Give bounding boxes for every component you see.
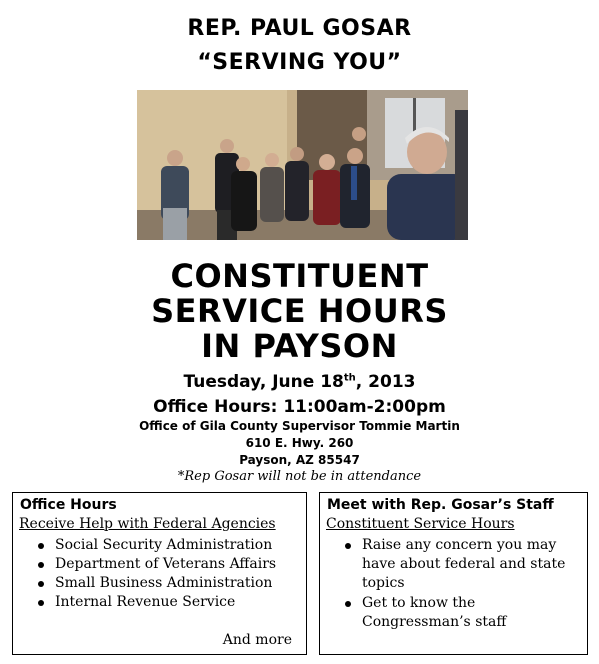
list-item: [35, 555, 276, 574]
event-date-ordinal: th: [343, 372, 356, 384]
agency-label: Department of Veterans Affairs: [55, 556, 277, 572]
bullet-icon: [38, 581, 44, 587]
flyer-title-name: REP. PAUL GOSAR: [187, 16, 412, 41]
headline-line-2: SERVICE HOURS: [151, 292, 448, 330]
agency-label: Internal Revenue Service: [55, 594, 236, 610]
agency-label: Social Security Administration: [55, 537, 273, 553]
flyer-title-slogan: “SERVING YOU”: [197, 50, 402, 75]
agency-list: [35, 536, 276, 612]
list-item: [35, 536, 276, 555]
bullet-icon: [38, 543, 44, 549]
topic-label: Raise any concern you may have about federal and state topics: [362, 537, 566, 591]
topic-label: Get to know the Congressman’s staff: [362, 595, 507, 630]
event-address-city: Payson, AZ 85547: [239, 453, 360, 467]
list-item: [342, 594, 578, 632]
office-hours-title: Office Hours: [20, 497, 117, 513]
agency-label: Small Business Administration: [55, 575, 273, 591]
event-address-street: 610 E. Hwy. 260: [245, 436, 354, 450]
event-date-prefix: Tuesday, June 18: [183, 372, 344, 392]
staff-meeting-subtitle: Constituent Service Hours: [326, 516, 515, 532]
bullet-icon: [38, 600, 44, 606]
staff-meeting-title: Meet with Rep. Gosar’s Staff: [327, 497, 554, 513]
event-hours: Office Hours: 11:00am-2:00pm: [153, 397, 446, 417]
office-hours-box: [12, 492, 307, 655]
attendance-note: *Rep Gosar will not be in attendance: [177, 469, 422, 484]
staff-meeting-box: [319, 492, 588, 655]
event-date: [0, 372, 599, 392]
headline-line-3: IN PAYSON: [201, 327, 398, 365]
headline-line-1: CONSTITUENT: [170, 257, 429, 295]
event-location-name: Office of Gila County Supervisor Tommie Martin: [139, 419, 460, 433]
list-item: [342, 536, 578, 593]
bullet-icon: [38, 562, 44, 568]
list-item: [35, 574, 276, 593]
staff-topic-list: [342, 536, 578, 633]
list-item: [35, 593, 276, 612]
bullet-icon: [345, 543, 351, 549]
group-photo: [137, 90, 468, 240]
and-more-text: And more: [222, 632, 292, 648]
office-hours-subtitle: Receive Help with Federal Agencies: [19, 516, 276, 532]
bullet-icon: [345, 601, 351, 607]
event-date-suffix: , 2013: [355, 372, 416, 392]
